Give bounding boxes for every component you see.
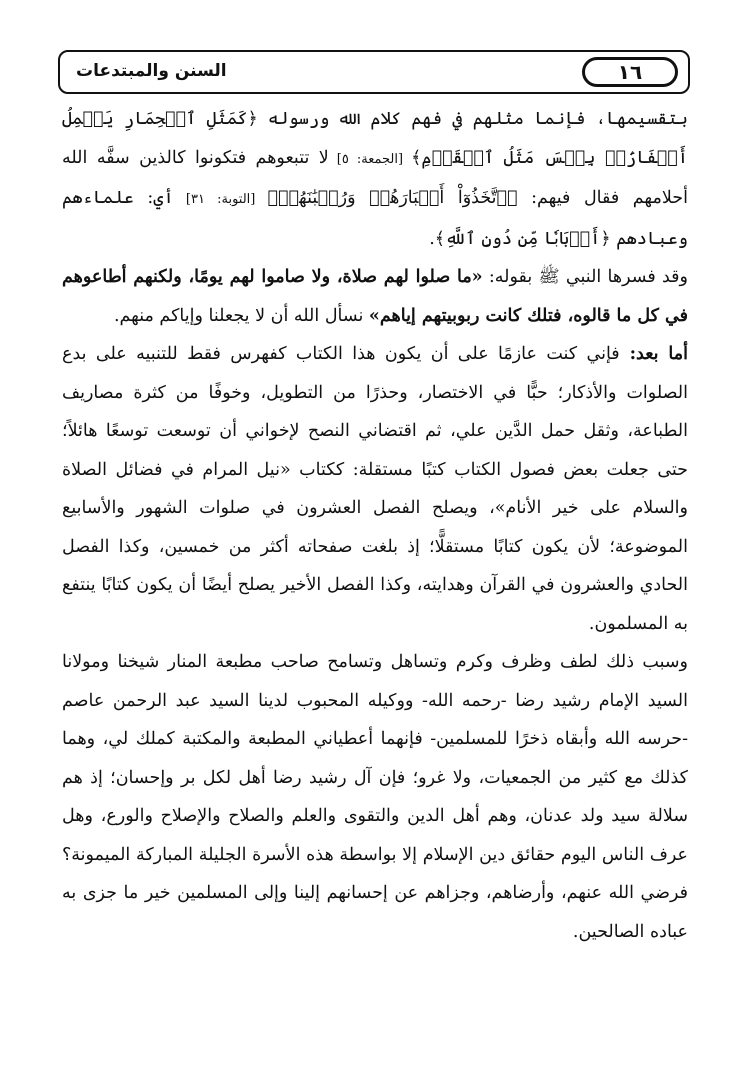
quran-verse: ﴿كَمَثَلِ ٱلۡحِمَارِ يَحۡمِلُ أَسۡفَارَۢاۚ بِئۡسَ مَثَلُ ٱلۡقَوۡمِ﴾ [62, 109, 688, 168]
paragraph [62, 643, 688, 951]
running-title: السنن والمبتدعات [76, 61, 227, 81]
hadith-quote: «ما صلوا لهم صلاة، ولا صاموا لهم يومًا، ولكنهم أطاعوهم في كل ما قالوه، فتلك كانت ربوبيتهم إياهم» [62, 267, 688, 326]
text-segment: لا تتبعوهم فتكونوا كالذين سفَّه الله أحلامهم فقال فيهم: [62, 147, 688, 208]
paragraph [62, 100, 688, 258]
text-segment: بتقسيمها، فإنما مثلهم في فهم كلام الله ورسوله [257, 109, 688, 129]
quran-verse: ﴿أَرۡبَابٗا مِّن دُونِ ٱللَّهِ﴾ [434, 228, 611, 249]
text-segment: وقد فسرها النبي ﷺ بقوله: [482, 267, 688, 287]
verse-reference: [الجمعة: ٥] [328, 151, 412, 167]
page-header [58, 50, 690, 94]
body-text [62, 100, 688, 951]
quran-verse: ﴿ٱتَّخَذُوٓاْ أَحۡبَارَهُمۡ وَرُهۡبَٰنَهُمۡ﴾ [267, 188, 518, 208]
text-segment: فإني كنت عازمًا على أن يكون هذا الكتاب كفهرس فقط للتنبيه على بدع الصلوات والأذكار؛ حبًّا في الاختصار، وحذرًا من التطويل، وخوفًا من كثرة مصاريف الطباعة، وثقل حمل الدَّين علي، ثم اقتضاني النصح لإخواني أن توسعت توسعًا هائلاً؛ حتى جعلت بعض فصول الكتاب كتبًا مستقلة: ككتاب «نيل المرام في فضائل الصلاة والسلام على خير الأنام»، ويصلح الفصل العشرون في صلوات الشهور والأسابيع الموضوعة؛ لأن يكون كتابًا مستقلًّا؛ إذ بلغت صفحاته أكثر من خمسين، وكذا الفصل الحادي والعشرون في القرآن وهدايته، وكذا الفصل الأخير يصلح أيضًا أن يكون كتابًا ينتفع به المسلمون. [62, 344, 688, 634]
text-segment: . [429, 228, 435, 249]
text-segment: أي: علماءهم وعبادهم [62, 188, 688, 249]
text-segment: نسأل الله أن لا يجعلنا وإياكم منهم. [113, 305, 369, 326]
paragraph [62, 258, 688, 335]
verse-reference: [التوبة: ٣١] [173, 192, 268, 207]
section-lead: أما بعد: [619, 344, 688, 364]
text-segment: وسبب ذلك لطف وظرف وكرم وتساهل وتسامح صاحب مطبعة المنار شيخنا ومولانا السيد الإمام رشيد رضا -رحمه الله- ووكيله المحبوب لدينا السيد عبد الرحمن عاصم -حرسه الله وأبقاه ذخرًا للمسلمين- فإنهما أعطياني المطبعة والمكتبة كملك لي، وهما كذلك مع كثير من الجمعيات، ولا غرو؛ فإن آل رشيد رضا أهل لكل بر وإحسان؛ إذ هم سلالة سيد ولد عدنان، وهم أهل الدين والتقوى والعلم والصلاح والإصلاح والورع، وهل عرف الناس اليوم حقائق دين الإسلام إلا بواسطة هذه الأسرة الجليلة المباركة الميمونة؟ فرضي الله عنهم، وأرضاهم، وجزاهم عن إحسانهم إلينا وإلى المسلمين خير ما جزى به عباده الصالحين. [62, 652, 688, 942]
paragraph [62, 335, 688, 643]
page-number: ١٦ [582, 57, 678, 87]
